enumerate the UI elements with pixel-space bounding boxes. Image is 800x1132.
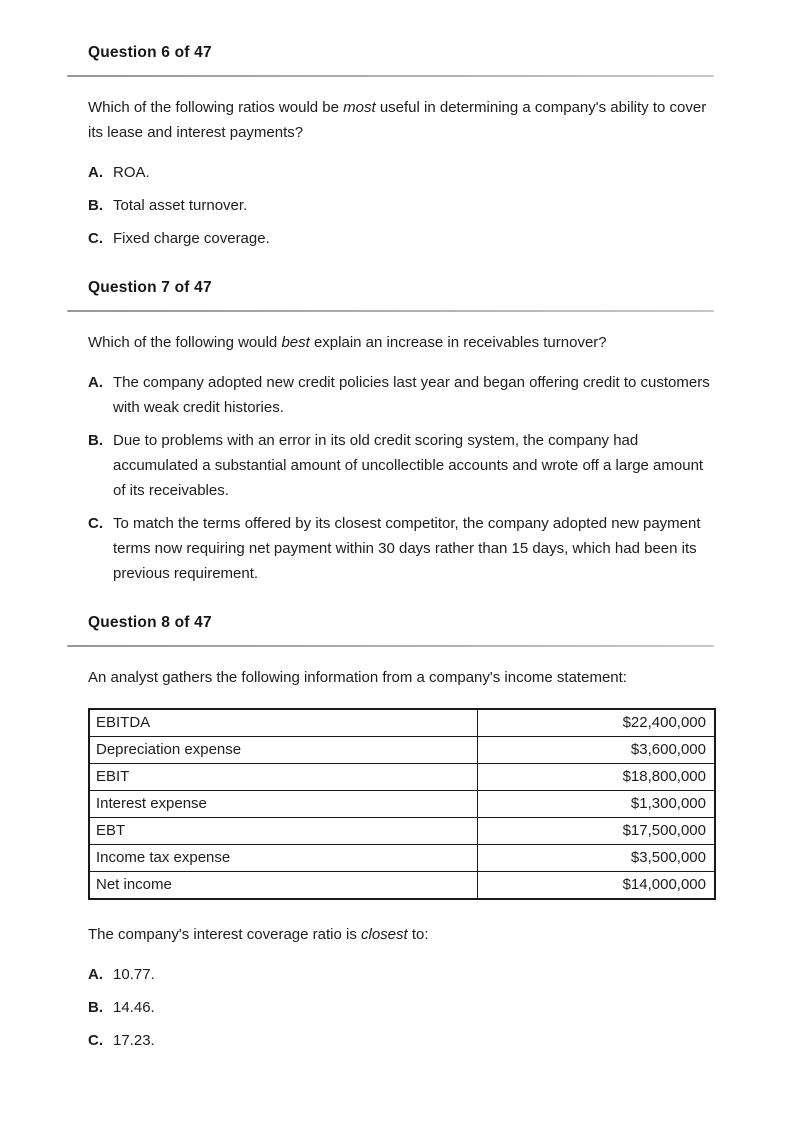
row-value: $18,800,000 bbox=[477, 764, 715, 791]
row-label: Income tax expense bbox=[89, 845, 477, 872]
stem-text: to: bbox=[407, 926, 429, 943]
answer-option-b[interactable] bbox=[88, 995, 716, 1020]
row-label: Depreciation expense bbox=[89, 737, 477, 764]
answer-option-c[interactable] bbox=[88, 226, 716, 251]
answer-option-c[interactable] bbox=[88, 511, 716, 586]
option-text: The company adopted new credit policies last year and began offering credit to customers with weak credit histories. bbox=[113, 374, 710, 416]
table-row bbox=[89, 872, 715, 900]
option-text: 14.46. bbox=[113, 999, 155, 1016]
table-row bbox=[89, 791, 715, 818]
option-text: 17.23. bbox=[113, 1032, 155, 1049]
row-value: $22,400,000 bbox=[477, 709, 715, 737]
stem-text: useful in determining a company's ability to cover its lease and interest payments? bbox=[88, 99, 707, 141]
answer-option-a[interactable] bbox=[88, 160, 716, 185]
option-text: Fixed charge coverage. bbox=[113, 230, 270, 247]
row-label: EBT bbox=[89, 818, 477, 845]
option-letter: B. bbox=[88, 999, 103, 1016]
answer-option-c[interactable] bbox=[88, 1028, 716, 1053]
stem-emphasis: closest bbox=[361, 926, 408, 943]
option-letter: A. bbox=[88, 374, 103, 391]
option-letter: A. bbox=[88, 966, 103, 983]
option-letter: B. bbox=[88, 197, 103, 214]
question-section-7 bbox=[88, 280, 716, 586]
section-divider bbox=[67, 75, 714, 77]
option-letter: C. bbox=[88, 1032, 103, 1049]
row-value: $17,500,000 bbox=[477, 818, 715, 845]
stem-text: Which of the following ratios would be bbox=[88, 99, 344, 116]
table-row bbox=[89, 818, 715, 845]
option-text: To match the terms offered by its closest competitor, the company adopted new payment terms now requiring net payment within 30 days rather than 15 days, which had been its previous requirement. bbox=[113, 515, 701, 582]
question-heading: Question 8 of 47 bbox=[88, 614, 212, 631]
question-stem bbox=[88, 922, 716, 947]
stem-text: The company's interest coverage ratio is bbox=[88, 926, 361, 943]
option-text: Due to problems with an error in its old credit scoring system, the company had accumulated a substantial amount of uncollectible accounts and wrote off a large amount of its receivables. bbox=[113, 432, 704, 499]
answer-option-a[interactable] bbox=[88, 370, 716, 420]
table-row bbox=[89, 709, 715, 737]
stem-emphasis: most bbox=[343, 99, 376, 116]
question-heading: Question 6 of 47 bbox=[88, 44, 212, 61]
table-row bbox=[89, 764, 715, 791]
option-text: 10.77. bbox=[113, 966, 155, 983]
question-heading: Question 7 of 47 bbox=[88, 279, 212, 296]
stem-text: explain an increase in receivables turnover? bbox=[309, 334, 607, 351]
question-page bbox=[88, 0, 716, 1053]
row-label: EBIT bbox=[89, 764, 477, 791]
section-divider bbox=[67, 310, 714, 312]
table-row bbox=[89, 845, 715, 872]
answer-options bbox=[88, 370, 716, 586]
option-letter: C. bbox=[88, 230, 103, 247]
stem-text: Which of the following would bbox=[88, 334, 282, 351]
question-stem bbox=[88, 330, 716, 355]
option-text: Total asset turnover. bbox=[113, 197, 248, 214]
answer-option-a[interactable] bbox=[88, 962, 716, 987]
question-intro: An analyst gathers the following information from a company's income statement: bbox=[88, 669, 627, 686]
row-label: Net income bbox=[89, 872, 477, 900]
option-letter: A. bbox=[88, 164, 103, 181]
row-value: $1,300,000 bbox=[477, 791, 715, 818]
question-section-6 bbox=[88, 45, 716, 251]
income-statement-table bbox=[88, 708, 716, 900]
row-label: Interest expense bbox=[89, 791, 477, 818]
option-letter: B. bbox=[88, 432, 103, 449]
question-section-8 bbox=[88, 615, 716, 1053]
row-value: $3,600,000 bbox=[477, 737, 715, 764]
option-letter: C. bbox=[88, 515, 103, 532]
table-row bbox=[89, 737, 715, 764]
answer-options bbox=[88, 962, 716, 1053]
question-stem bbox=[88, 95, 716, 145]
answer-option-b[interactable] bbox=[88, 428, 716, 503]
stem-emphasis: best bbox=[281, 334, 310, 351]
row-label: EBITDA bbox=[89, 709, 477, 737]
option-text: ROA. bbox=[113, 164, 150, 181]
section-divider bbox=[67, 645, 714, 647]
answer-option-b[interactable] bbox=[88, 193, 716, 218]
row-value: $14,000,000 bbox=[477, 872, 715, 900]
answer-options bbox=[88, 160, 716, 251]
row-value: $3,500,000 bbox=[477, 845, 715, 872]
